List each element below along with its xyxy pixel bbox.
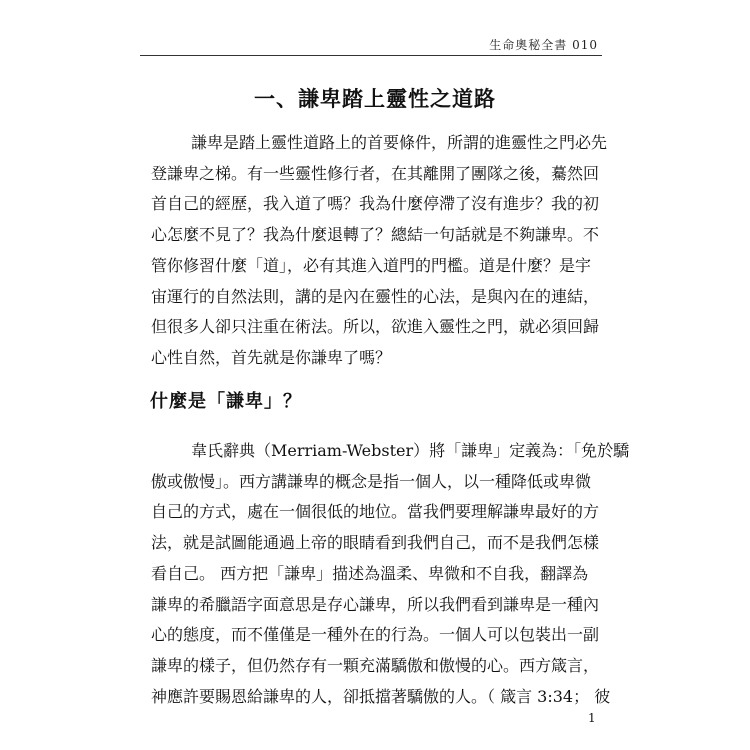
paragraph-line: 但很多人卻只注重在術法。所以，欲進入靈性之門，就必須回歸 [151,317,600,337]
paragraph-line: 傲或傲慢」。西方講謙卑的概念是指一個人，以一種降低或卑微 [151,471,592,491]
chapter-title: 一、謙卑踏上靈性之道路 [254,86,496,111]
paragraph-line: 神應許要賜恩給謙卑的人，卻抵擋著驕傲的人。（ 箴言 3:34； 彼 [151,686,611,706]
header-rule [140,55,602,56]
paragraph-line: 心的態度，而不僅僅是一種外在的行為。一個人可以包裝出一副 [151,625,600,645]
page-number: 1 [588,711,596,725]
paragraph-line: 自己的方式，處在一個很低的地位。當我們要理解謙卑最好的方 [151,502,600,522]
paragraph-line: 看自己。 西方把「謙卑」描述為溫柔、卑微和不自我，翻譯為 [151,563,589,583]
paragraph-line: 謙卑的希臘語字面意思是存心謙卑，所以我們看到謙卑是一種內 [151,594,600,614]
paragraph-line: 心性自然，首先就是你謙卑了嗎？ [151,347,392,367]
paragraph-humility-path [151,128,608,374]
paragraph-line: 管你修習什麼「道」，必有其進入道門的門檻。道是什麼？是宇 [151,255,592,275]
paragraph-line: 宙運行的自然法則，講的是內在靈性的心法，是與內在的連結， [151,286,600,306]
paragraph-line: 韋氏辭典（Merriam-Webster）將「謙卑」定義為：「免於驕 [191,441,630,460]
section-heading: 什麼是「謙卑」？ [150,391,302,412]
paragraph-line: 心怎麼不見了？我為什麼退轉了？總結一句話就是不夠謙卑。不 [151,225,600,245]
paragraph-definition [151,436,630,712]
paragraph-line: 法，就是試圖能通過上帝的眼睛看到我們自己，而不是我們怎樣 [151,533,600,553]
running-head: 生命奧秘全書 010 [489,38,598,52]
paragraph-line: 登謙卑之梯。有一些靈性修行者，在其離開了團隊之後，驀然回 [151,163,600,183]
paragraph-line: 謙卑是踏上靈性道路上的首要條件，所謂的進靈性之門必先 [191,133,608,152]
paragraph-line: 首自己的經歷，我入道了嗎？我為什麼停滯了沒有進步？我的初 [151,194,600,214]
paragraph-line: 謙卑的樣子，但仍然存有一顆充滿驕傲和傲慢的心。西方箴言， [151,655,600,675]
